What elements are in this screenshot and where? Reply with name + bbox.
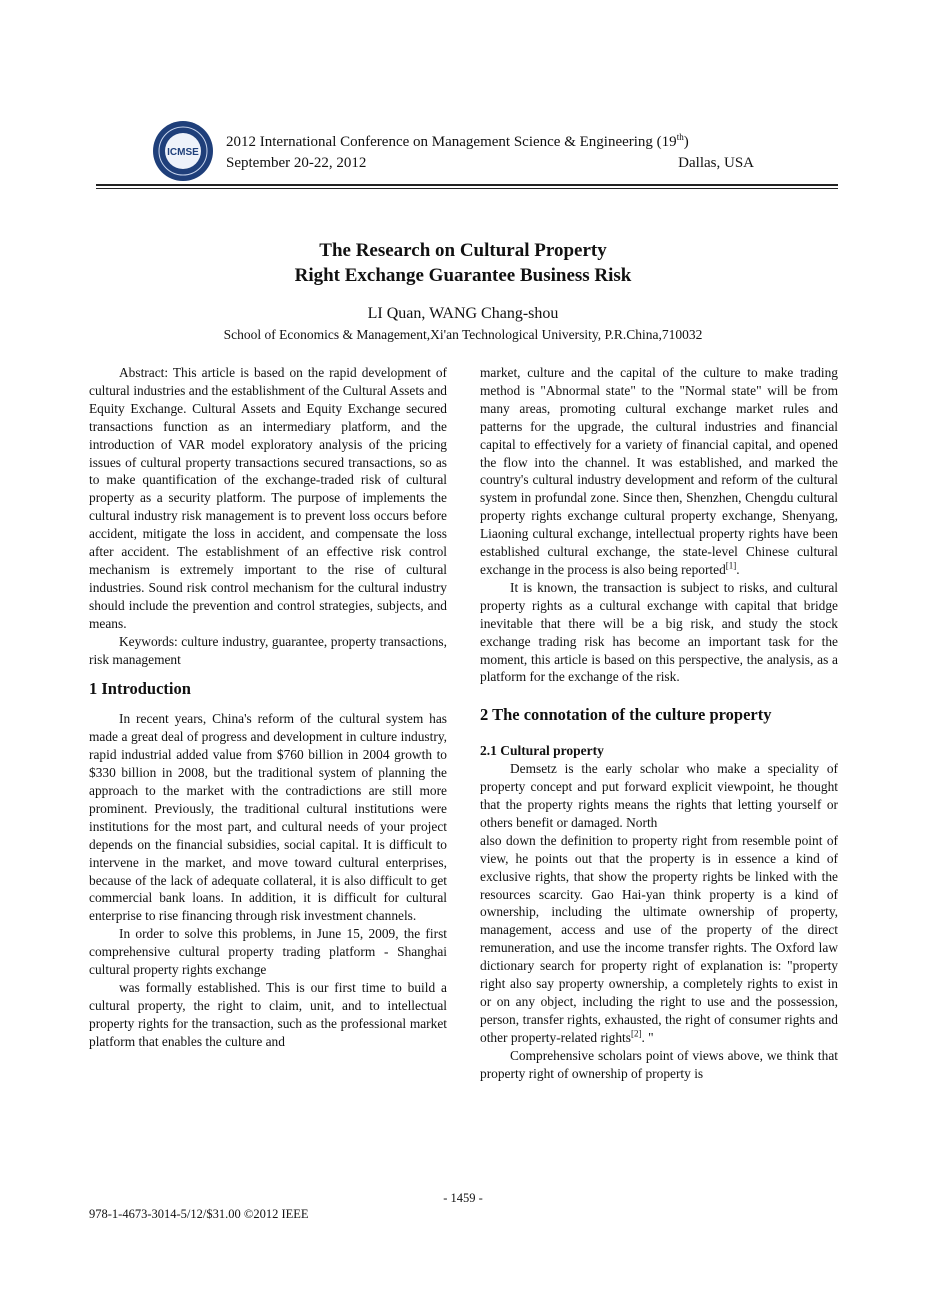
abstract: Abstract: This article is based on the rapid development of cultural industries and the establishment of the Cultural Assets and Equity Exchange. Cultural Assets and Equity Exchange secured transactions function as an intermediary platform, and the introduction of VAR model exploratory analysis of the pricing issues of cultural property transactions secured transactions, so as to make quantification of the exchange-traded risk of cultural property as a security platform. The purpose of implements the cultural industry risk management is to prevent loss occurs before accident, mitigate the loss in accident, and compensate the loss after accident. The establishment of an effective risk control mechanism is extremely important to the rise of cultural industries. Sound risk control mechanism for the cultural industry should include the prevention and control strategies, subjects, and means. xyxy=(89,365,447,631)
header-rule-thick xyxy=(96,184,838,186)
page-number: - 1459 - xyxy=(443,1191,483,1205)
header-rule-thin xyxy=(96,188,838,189)
right-paragraph-2: It is known, the transaction is subject to risks, and cultural property rights as a cultural exchange with capital that bridge inevitable that there will be a big risk, and study the stock exchange trading risk has become an important task for the moment, this article is based on this perspective, the analysis, as a platform for the exchange of the risk. xyxy=(480,579,838,685)
conference-dates: September 20-22, 2012 xyxy=(226,155,367,171)
paper-title-line-1: The Research on Cultural Property xyxy=(319,240,607,261)
citation-2: [2] xyxy=(630,1028,642,1039)
page-header xyxy=(96,118,838,190)
conference-name: 2012 International Conference on Management Science & Engineering (19th) xyxy=(226,132,689,150)
section-heading-connotation: 2 The connotation of the culture property xyxy=(480,705,772,725)
left-column xyxy=(89,364,447,1051)
right-paragraph-3: Demsetz is the early scholar who make a speciality of property concept and put forward explicit viewpoint, he thought that the property rights means the rights that letting yourself or others benefit or damaged. North xyxy=(480,761,838,830)
paper-authors: LI Quan, WANG Chang-shou xyxy=(367,305,559,322)
right-paragraph-5: Comprehensive scholars point of views above, we think that property right of ownership of property is xyxy=(480,1047,838,1081)
copyright-isbn: 978-1-4673-3014-5/12/$31.00 ©2012 IEEE xyxy=(89,1207,309,1221)
conference-location: Dallas, USA xyxy=(678,155,754,171)
section-heading-introduction: 1 Introduction xyxy=(89,679,191,699)
right-column xyxy=(480,364,838,1083)
intro-paragraph-2: In order to solve this problems, in June 15, 2009, the first comprehensive cultural property trading platform - Shanghai cultural property rights exchange xyxy=(89,926,447,978)
paper-title-line-2: Right Exchange Guarantee Business Risk xyxy=(294,265,632,286)
intro-paragraph-1: In recent years, China's reform of the cultural system has made a great deal of progress and development in culture industry, rapid industrial added value from $760 billion in 2004 growth to $330 billion in 2008, but the traditional system of planning the approach to the market with the contradictions are still more prominent. Previously, the traditional cultural institutions were institutions for the most part, and cultural needs of your project depends on the financial subsidies, social capital. It is difficult to intervene in the market, and move toward cultural enterprises, because of the lack of adequate collateral, it is also difficult to get commercial bank loans. In addition, it is difficult for cultural enterprise to rise financing through risk investment channels. xyxy=(89,711,447,924)
paper-affiliation: School of Economics & Management,Xi'an Technological University, P.R.China,710032 xyxy=(223,327,703,342)
subsection-heading-cultural-property: 2.1 Cultural property xyxy=(480,743,604,759)
right-paragraph-1: market, culture and the capital of the culture to make trading method is "Abnormal state" to the "Normal state" will be from many areas, promoting cultural exchange market rules and patterns for the upgrade, the cultural industries and financial capital to effectively for a variety of financial capital, and opened the flow into the channel. It was established, and marked the country's cultural industry development and reform of the cultural system in profundal zone. Since then, Shenzhen, Chengdu cultural property rights exchange cultural property exchange, Shenyang, Liaoning cultural exchange, intellectual property rights have been established cultural exchange, the state-level Chinese cultural exchange in the process is also being reported[1]. xyxy=(480,365,838,577)
conference-logo-icon xyxy=(152,120,214,182)
right-paragraph-4: also down the definition to property right from resemble point of view, he points out that the property is in essence a kind of exclusive rights, that show the property rights be linked with the resources scarcity. Gao Hai-yan think property is a kind of ownership, including the ultimate ownership of property, management, access and use of the property of the direct remuneration, and use the income transfer rights. The Oxford law dictionary search for property right of explanation is: "property right also say property ownership, a completely rights to exist in or on any object, including the right to use and the possession, person, transfer rights, exhausted, the right of consumer rights and other property-related rights[2]. " xyxy=(480,832,838,1045)
intro-paragraph-3: was formally established. This is our first time to build a cultural property, the right to claim, unit, and to intellectual property rights for the transaction, such as the professional market platform that enables the culture and xyxy=(89,980,447,1049)
logo-text: ICMSE xyxy=(167,147,199,158)
citation-1: [1] xyxy=(725,560,737,571)
keywords: Keywords: culture industry, guarantee, property transactions, risk management xyxy=(89,633,447,667)
